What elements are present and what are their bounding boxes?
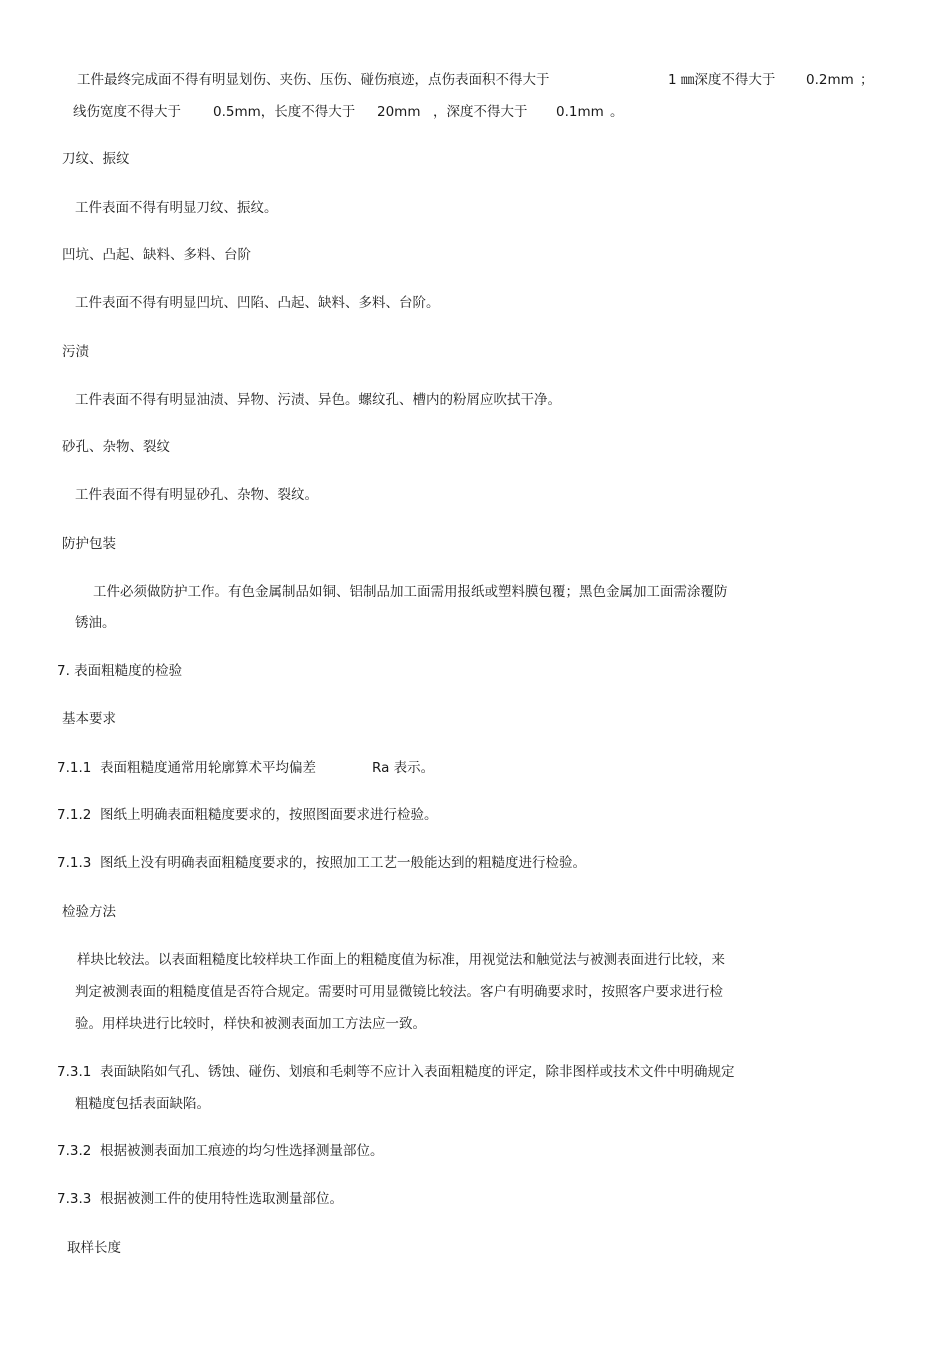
clause-number: 7.1.2 xyxy=(57,807,92,823)
clause-7-3-1 xyxy=(0,1063,950,1081)
paragraph: 锈油。 xyxy=(75,615,116,631)
section-heading: 刀纹、振纹 xyxy=(62,151,130,167)
text-segment: 工件最终完成面不得有明显划伤、夹伤、压伤、碰伤痕迹，点伤表面积不得大于 xyxy=(77,72,550,88)
paragraph: 判定被测表面的粗糙度值是否符合规定。需要时可用显微镜比较法。客户有明确要求时，按照客户要求进行检 xyxy=(75,984,723,1000)
text-segment: 0.5mm，长度不得大于 xyxy=(213,104,356,120)
paragraph: 工件表面不得有明显砂孔、杂物、裂纹。 xyxy=(75,487,318,503)
section-heading: 凹坑、凸起、缺料、多料、台阶 xyxy=(62,247,251,263)
section-heading: 污渍 xyxy=(62,344,89,360)
text-segment: 20mm xyxy=(377,104,421,120)
paragraph: 工件表面不得有明显凹坑、凹陷、凸起、缺料、多料、台阶。 xyxy=(75,295,440,311)
text-segment: 表面缺陷如气孔、锈蚀、碰伤、划痕和毛刺等不应计入表面粗糙度的评定，除非图样或技术文件中明确规定 xyxy=(100,1064,735,1080)
section-heading: 检验方法 xyxy=(62,904,116,920)
clause-7-1-1 xyxy=(0,759,950,777)
chapter-heading: 7. 表面粗糙度的检验 xyxy=(57,663,183,679)
clause-number: 7.3.3 xyxy=(57,1191,92,1207)
text-segment: Ra 表示。 xyxy=(372,760,435,776)
clause-7-3-2 xyxy=(0,1142,950,1160)
text-segment: 图纸上明确表面粗糙度要求的，按照图面要求进行检验。 xyxy=(100,807,438,823)
paragraph: 粗糙度包括表面缺陷。 xyxy=(75,1096,210,1112)
text-segment: 。 xyxy=(610,104,624,120)
clause-7-1-3 xyxy=(0,854,950,872)
text-segment: 根据被测表面加工痕迹的均匀性选择测量部位。 xyxy=(100,1143,384,1159)
text-segment: 0.1mm xyxy=(556,104,604,120)
text-segment: ，深度不得大于 xyxy=(433,104,528,120)
section-heading: 砂孔、杂物、裂纹 xyxy=(62,439,170,455)
clause-number: 7.1.1 xyxy=(57,760,92,776)
text-segment: 图纸上没有明确表面粗糙度要求的，按照加工工艺一般能达到的粗糙度进行检验。 xyxy=(100,855,586,871)
paragraph: 工件必须做防护工作。有色金属制品如铜、铝制品加工面需用报纸或塑料膜包覆；黑色金属加工面需涂覆防 xyxy=(93,584,728,600)
clause-7-1-2 xyxy=(0,806,950,824)
paragraph: 验。用样块进行比较时，样快和被测表面加工方法应一致。 xyxy=(75,1016,426,1032)
section-heading: 基本要求 xyxy=(62,711,116,727)
paragraph: 工件表面不得有明显刀纹、振纹。 xyxy=(75,200,278,216)
section-heading: 防护包装 xyxy=(62,536,116,552)
text-segment: 线伤宽度不得大于 xyxy=(73,104,181,120)
paragraph: 样块比较法。以表面粗糙度比较样块工作面上的粗糙度值为标准，用视觉法和触觉法与被测表面进行比较，来 xyxy=(77,952,725,968)
defect-limit-line-2 xyxy=(0,103,950,121)
text-segment: 根据被测工件的使用特性选取测量部位。 xyxy=(100,1191,343,1207)
text-segment: 1 ㎜深度不得大于 xyxy=(668,72,776,88)
text-segment: 表面粗糙度通常用轮廓算术平均偏差 xyxy=(100,760,316,776)
paragraph: 工件表面不得有明显油渍、异物、污渍、异色。螺纹孔、槽内的粉屑应吹拭干净。 xyxy=(75,392,561,408)
clause-number: 7.3.2 xyxy=(57,1143,92,1159)
defect-limit-line-1 xyxy=(0,71,950,89)
section-heading: 取样长度 xyxy=(67,1240,121,1256)
text-segment: 0.2mm xyxy=(806,72,854,88)
clause-7-3-3 xyxy=(0,1190,950,1208)
clause-number: 7.1.3 xyxy=(57,855,92,871)
text-segment: ； xyxy=(860,72,874,88)
clause-number: 7.3.1 xyxy=(57,1064,92,1080)
